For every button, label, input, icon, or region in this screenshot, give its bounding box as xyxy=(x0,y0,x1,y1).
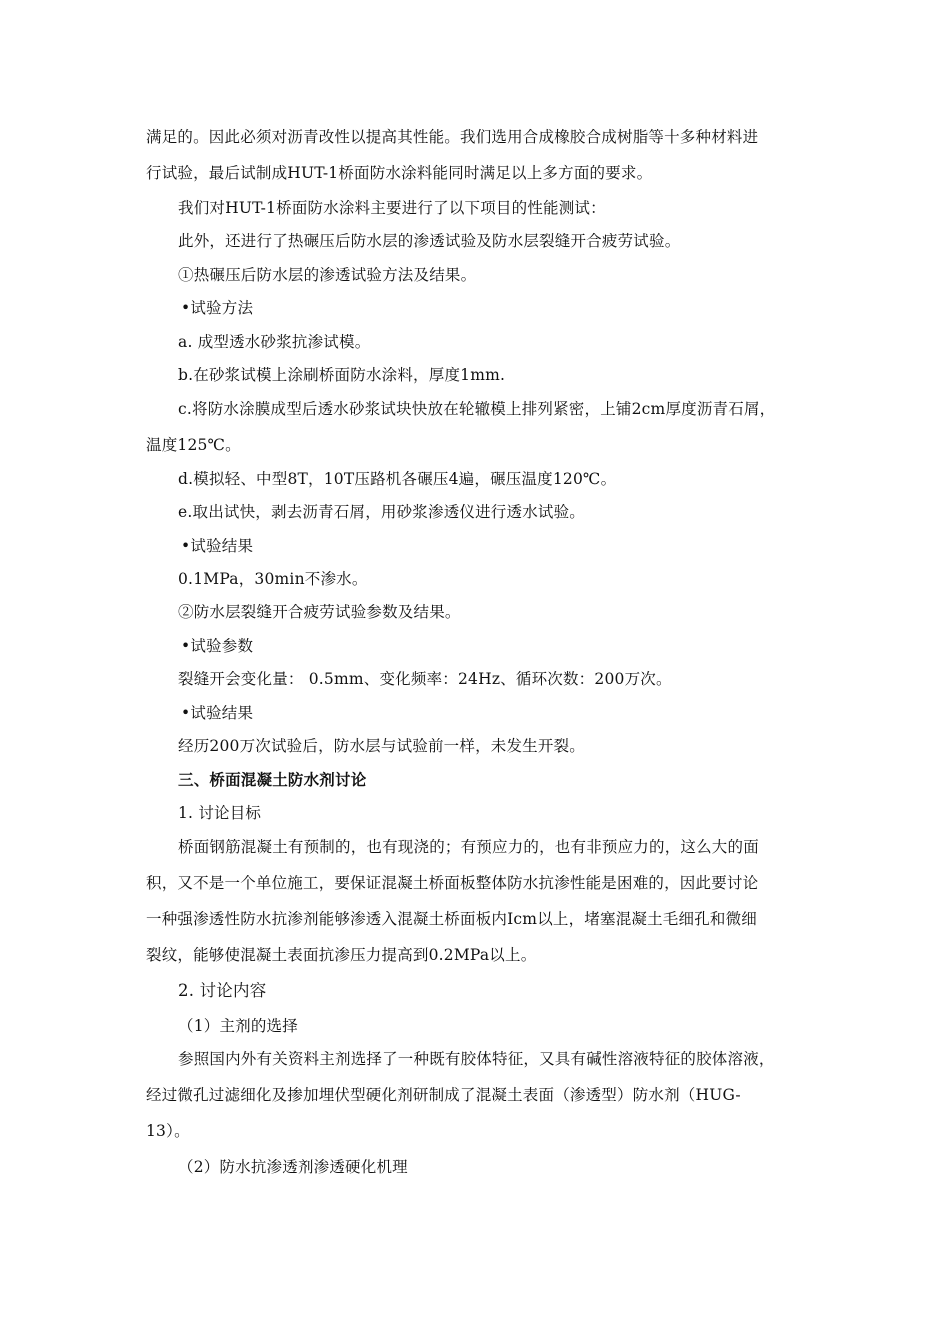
text-line-para-7: 13）。 xyxy=(146,1122,190,1140)
numbered-heading: 2. 讨论内容 xyxy=(178,981,267,1000)
text-line-para-3: 一种强渗透性防水抗渗剂能够渗透入混凝土桥面板内Icm以上，堵塞混凝土毛细孔和微细 xyxy=(146,910,758,928)
subsection-heading: ②防水层裂缝开合疲劳试验参数及结果。 xyxy=(178,603,461,621)
section-heading: 三、桥面混凝土防水剂讨论 xyxy=(178,770,367,789)
text-line-result-2: 经历200万次试验后，防水层与试验前一样，未发生开裂。 xyxy=(178,737,585,755)
list-item-b: b.在砂浆试模上涂刷桥面防水涂料，厚度1mm. xyxy=(178,366,506,384)
text-line-para-5: 参照国内外有关资料主剂选择了一种既有胶体特征，又具有碱性溶液特征的胶体溶液， xyxy=(178,1050,775,1068)
text-line-4: 此外，还进行了热碾压后防水层的渗透试验及防水层裂缝开合疲劳试验。 xyxy=(178,232,681,250)
sub-heading: （1）主剂的选择 xyxy=(178,1017,298,1035)
list-item-c-cont: 温度125℃。 xyxy=(146,436,241,454)
text-line-para-4: 裂纹，能够使混凝土表面抗渗压力提高到0.2MPa以上。 xyxy=(146,946,537,964)
bullet-item: •试验结果 xyxy=(181,537,254,555)
numbered-heading: 1. 讨论目标 xyxy=(178,804,262,822)
text-line-2: 行试验，最后试制成HUT-1桥面防水涂料能同时满足以上多方面的要求。 xyxy=(146,164,653,182)
list-item-a: a. 成型透水砂浆抗渗试模。 xyxy=(178,333,371,351)
text-line-3: 我们对HUT-1桥面防水涂料主要进行了以下项目的性能测试： xyxy=(178,199,606,217)
text-line-result: 0.1MPa，30min不渗水。 xyxy=(178,570,368,588)
text-line-1: 满足的。因此必须对沥青改性以提高其性能。我们选用合成橡胶合成树脂等十多种材料进 xyxy=(146,128,759,146)
text-line-para-2: 积，又不是一个单位施工，要保证混凝土桥面板整体防水抗渗性能是困难的，因此要讨论 xyxy=(146,874,759,892)
list-item-d: d.模拟轻、中型8T，10T压路机各碾压4遍，碾压温度120℃。 xyxy=(178,470,617,488)
text-line-params: 裂缝开会变化量： 0.5mm、变化频率：24Hz、循环次数：200万次。 xyxy=(178,670,672,688)
bullet-item: •试验参数 xyxy=(181,637,254,655)
bullet-item: •试验方法 xyxy=(181,299,254,317)
subsection-heading: ①热碾压后防水层的渗透试验方法及结果。 xyxy=(178,266,477,284)
bullet-item: •试验结果 xyxy=(181,704,254,722)
list-item-c: c.将防水涂膜成型后透水砂浆试块快放在轮辙模上排列紧密，上铺2cm厚度沥青石屑， xyxy=(178,400,776,418)
list-item-e: e.取出试快，剥去沥青石屑，用砂浆渗透仪进行透水试验。 xyxy=(178,503,586,521)
text-line-para-6: 经过微孔过滤细化及掺加埋伏型硬化剂研制成了混凝土表面（渗透型）防水剂（HUG- xyxy=(146,1086,741,1104)
text-line-para-1: 桥面钢筋混凝土有预制的，也有现浇的；有预应力的，也有非预应力的，这么大的面 xyxy=(178,838,759,856)
sub-heading: （2）防水抗渗透剂渗透硬化机理 xyxy=(178,1158,408,1176)
